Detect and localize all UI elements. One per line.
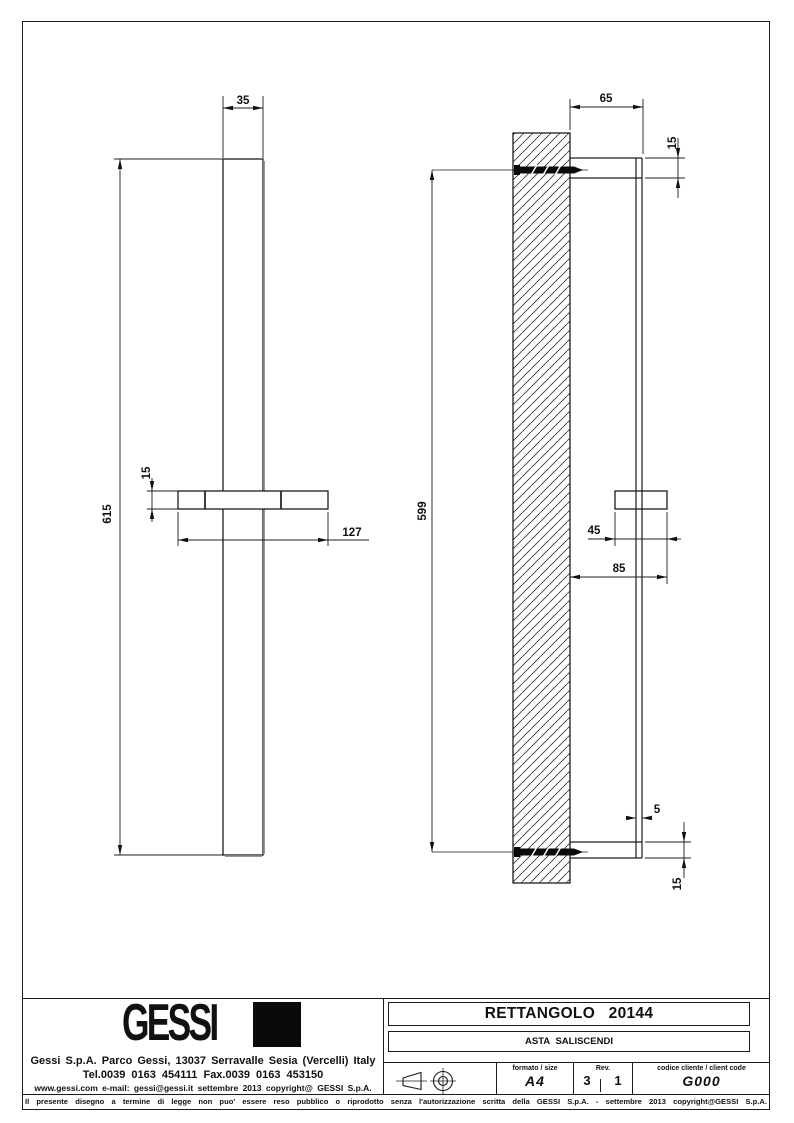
legal-disclaimer: Il presente disegno a termine di legge non puo' essere reso pubblico o riprodotto senza l'autorizzazione scritta della GESSI S.p.A. - settembre 2013 copyright@GESSI S.p.A. — [25, 1097, 767, 1106]
dim-front-slider-height: 15 — [141, 466, 153, 480]
company-phone: Tel.0039 0163 454111 Fax.0039 0163 453150 — [82, 1069, 324, 1081]
dim-front-height: 615 — [102, 504, 114, 524]
side-view — [432, 99, 691, 883]
dim-side-slider-depth: 45 — [587, 525, 601, 537]
wall-section — [513, 133, 570, 883]
revision-values — [574, 1072, 632, 1092]
dim-side-top-bracket: 15 — [667, 136, 679, 150]
rail-side — [636, 158, 642, 858]
format-cell — [496, 1062, 573, 1094]
revision-label: Rev. — [595, 1065, 611, 1072]
gessi-logo-text: GESSI — [122, 994, 217, 1052]
client-code-value: G000 — [682, 1073, 721, 1089]
dim-side-rail-thickness: 5 — [653, 804, 661, 816]
bottom-bracket — [570, 842, 642, 858]
drawing-title: RETTANGOLO 20144 — [388, 1002, 750, 1026]
revision-value-1: 3 — [583, 1073, 591, 1088]
format-value: A4 — [525, 1073, 545, 1089]
wall-anchor-bottom — [514, 847, 583, 857]
top-bracket — [570, 158, 642, 178]
projection-cell — [383, 1062, 496, 1094]
drawing-subtitle: ASTA SALISCENDI — [388, 1031, 750, 1052]
client-code-cell — [632, 1062, 770, 1094]
revision-cell — [573, 1062, 632, 1094]
dim-side-bottom-bracket: 15 — [672, 877, 684, 891]
format-label: formato / size — [512, 1065, 558, 1072]
gessi-logo-square — [253, 1002, 301, 1047]
revision-value-2: 1 — [614, 1073, 622, 1088]
dim-side-span: 599 — [417, 501, 429, 521]
revision-tick — [600, 1079, 601, 1092]
company-address: Gessi S.p.A. Parco Gessi, 13037 Serravalle Sesia (Vercelli) Italy — [30, 1055, 376, 1067]
dim-front-slider-width: 127 — [342, 527, 362, 539]
wall-anchor-top — [514, 165, 583, 175]
slider-front — [178, 491, 328, 509]
client-code-label: codice cliente / client code — [657, 1065, 746, 1072]
dim-side-wall-to-front: 85 — [612, 563, 626, 575]
dim-side-offset: 65 — [599, 93, 613, 105]
company-web: www.gessi.com e-mail: gessi@gessi.it settembre 2013 copyright@ GESSI S.p.A. — [34, 1083, 372, 1093]
slider-side — [615, 491, 667, 509]
gessi-logo — [122, 994, 301, 1052]
dim-front-width: 35 — [236, 95, 250, 107]
